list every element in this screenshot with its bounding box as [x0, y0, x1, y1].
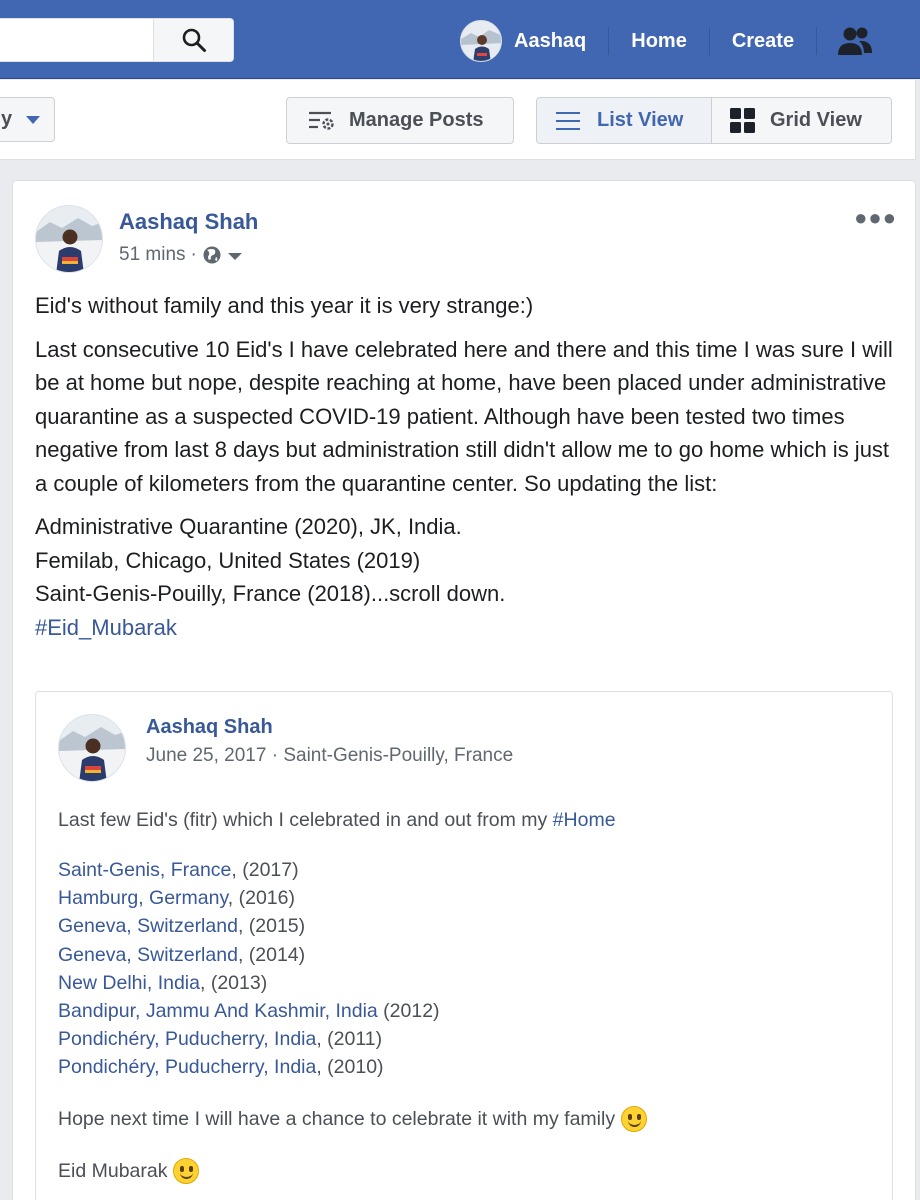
list-item — [58, 884, 878, 912]
location-list — [58, 856, 878, 1082]
friend-requests-button[interactable] — [837, 23, 873, 59]
more-options-icon[interactable]: ●●● — [854, 205, 897, 230]
posts-toolbar — [0, 80, 916, 160]
filter-dropdown[interactable] — [0, 97, 55, 142]
grid-view-icon — [730, 108, 756, 134]
location-year: , (2013) — [199, 971, 268, 994]
top-navigation-bar — [0, 0, 920, 79]
list-view-label: List View — [597, 109, 684, 131]
list-view-icon — [555, 111, 581, 131]
grid-view-button[interactable] — [712, 98, 891, 143]
nav-avatar[interactable] — [460, 20, 502, 62]
view-toggle — [536, 97, 892, 144]
post-meta — [119, 244, 242, 266]
chevron-down-icon — [26, 116, 40, 124]
location-year: , (2014) — [237, 943, 306, 966]
list-item — [58, 969, 878, 997]
list-item — [58, 997, 878, 1025]
nav-user-name[interactable]: Aashaq — [514, 29, 587, 52]
list-item — [58, 1053, 878, 1081]
manage-posts-label: Manage Posts — [349, 109, 484, 131]
location-link[interactable]: Geneva, Switzerland — [58, 943, 238, 966]
shared-author-name[interactable]: Aashaq Shah — [146, 716, 273, 738]
smile-emoji-icon — [621, 1106, 647, 1132]
nav-right — [460, 20, 873, 62]
manage-posts-button[interactable] — [286, 97, 514, 144]
search-box — [0, 18, 234, 62]
post-list-line: Saint-Genis-Pouilly, France (2018)...scroll down. — [35, 581, 506, 606]
shared-intro-text: Last few Eid's (fitr) which I celebrated in and out from my — [58, 809, 553, 831]
home-hashtag-link[interactable]: #Home — [552, 809, 616, 831]
post-paragraph: Last consecutive 10 Eid's I have celebrated here and there and this time I was sure I will be at home but nope, despite reaching at home, have been placed under administrative quarantine as a suspected COVID-19 patient. Although have been tested two times negative from last 8 days but administration still didn't allow me to go home which is just a couple of kilometers from the quarantine center. So updating the list: — [35, 336, 893, 496]
location-link[interactable]: Pondichéry, Puducherry, India — [58, 1028, 317, 1051]
nav-divider — [816, 27, 817, 55]
filter-label: y — [1, 108, 13, 130]
location-link[interactable]: Bandipur, Jammu And Kashmir, India — [58, 1000, 378, 1023]
post-list-line: Administrative Quarantine (2020), JK, India. — [35, 514, 462, 539]
shared-author-avatar[interactable] — [58, 714, 126, 782]
post-text — [35, 289, 901, 644]
nav-create-link[interactable]: Create — [731, 29, 795, 52]
post-author-avatar[interactable] — [35, 205, 103, 273]
list-item — [58, 1025, 878, 1053]
manage-posts-icon — [307, 110, 337, 132]
post-list-line: Femilab, Chicago, United States (2019) — [35, 547, 421, 573]
location-link[interactable]: Pondichéry, Puducherry, India — [58, 1056, 317, 1079]
eid-text: Eid Mubarak — [58, 1159, 168, 1182]
location-link[interactable]: New Delhi, India — [58, 971, 200, 994]
hashtag-link[interactable]: #Eid_Mubarak — [35, 614, 177, 640]
location-year: , (2015) — [237, 915, 306, 938]
search-input[interactable] — [0, 19, 155, 61]
meta-separator: · — [190, 244, 197, 265]
grid-view-label: Grid View — [770, 109, 862, 131]
post-paragraph: Eid's without family and this year it is very strange:) — [35, 293, 534, 318]
eid-line — [58, 1156, 878, 1186]
list-item — [58, 912, 878, 940]
post-list — [35, 510, 901, 644]
location-year: , (2011) — [316, 1028, 383, 1051]
shared-intro — [58, 806, 878, 834]
list-view-button[interactable] — [537, 98, 712, 143]
location-link[interactable]: Geneva, Switzerland — [58, 915, 238, 938]
search-button[interactable] — [153, 19, 233, 61]
list-item — [58, 941, 878, 969]
location-year: , (2010) — [316, 1056, 384, 1079]
shared-meta: June 25, 2017 · Saint-Genis-Pouilly, France — [146, 745, 514, 766]
hope-text: Hope next time I will have a chance to celebrate it with my family — [58, 1107, 616, 1130]
location-link[interactable]: Saint-Genis, France — [58, 859, 232, 881]
location-link[interactable]: Hamburg, Germany — [58, 887, 228, 910]
hope-line — [58, 1104, 878, 1134]
globe-icon[interactable] — [202, 245, 222, 265]
smile-emoji-icon — [173, 1158, 199, 1184]
post-timestamp[interactable]: 51 mins — [119, 244, 186, 265]
location-year: , (2017) — [231, 859, 299, 881]
location-year: , (2016) — [227, 887, 295, 910]
list-item — [58, 856, 878, 884]
friends-icon — [837, 25, 873, 57]
post-card — [12, 180, 916, 1200]
shared-text — [58, 806, 878, 1200]
shared-post[interactable] — [35, 691, 893, 1200]
chevron-down-icon[interactable] — [228, 253, 242, 260]
search-icon — [181, 27, 207, 53]
location-year: (2012) — [377, 1000, 440, 1023]
post-author-name[interactable]: Aashaq Shah — [119, 209, 259, 234]
nav-home-link[interactable]: Home — [631, 29, 687, 52]
